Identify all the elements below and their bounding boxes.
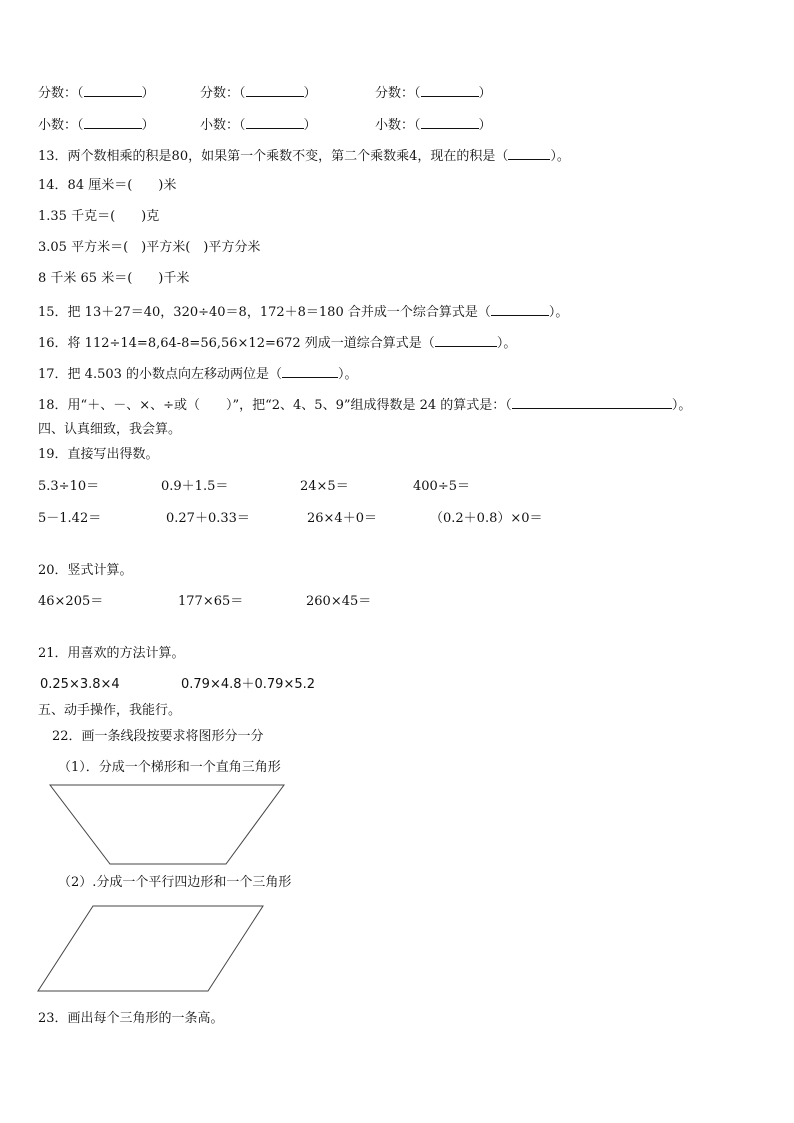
bracket-open: （ xyxy=(77,86,84,101)
calc-19-3: 24×5＝ xyxy=(300,479,349,494)
question-13-text: 13．两个数相乘的积是80，如果第一个乘数不变，第二个乘数乘4，现在的积是（ xyxy=(38,149,509,164)
question-15 xyxy=(38,303,568,321)
answer-blank[interactable] xyxy=(84,116,142,129)
answer-blank[interactable] xyxy=(435,334,497,347)
fraction-label: 分数： xyxy=(375,86,415,101)
decimal-label: 小数： xyxy=(375,118,415,133)
answer-blank[interactable] xyxy=(491,303,549,316)
answer-blank[interactable] xyxy=(421,84,479,97)
fraction-row-2 xyxy=(200,84,317,102)
question-15-text: 15．把 13＋27＝40，320÷40＝8，172＋8＝180 合并成一个综合算式是（ xyxy=(38,305,491,320)
answer-blank[interactable] xyxy=(246,116,304,129)
bracket-close: ） xyxy=(141,86,155,101)
question-14-a: 14．84 厘米＝( )米 xyxy=(38,178,177,193)
question-19-title: 19．直接写出得数。 xyxy=(38,447,159,462)
calc-21-1: 0.25×3.8×4 xyxy=(40,677,120,692)
calc-19-5: 5－1.42＝ xyxy=(38,511,102,526)
question-21-title: 21．用喜欢的方法计算。 xyxy=(38,646,185,661)
bracket-close: ） xyxy=(478,86,492,101)
question-14-b: 1.35 千克＝( )克 xyxy=(38,209,160,224)
answer-blank[interactable] xyxy=(84,84,142,97)
question-22-title: 22．画一条线段按要求将图形分一分 xyxy=(52,729,264,744)
calc-21-2: 0.79×4.8＋0.79×5.2 xyxy=(181,677,316,692)
fraction-label: 分数： xyxy=(38,86,78,101)
bracket-open: （ xyxy=(77,118,84,133)
calc-19-6: 0.27＋0.33＝ xyxy=(166,511,250,526)
answer-blank[interactable] xyxy=(421,116,479,129)
question-16-end: ）。 xyxy=(496,336,517,351)
answer-blank[interactable] xyxy=(246,84,304,97)
bracket-open: （ xyxy=(239,118,246,133)
question-18-text: 18．用“＋、－、×、÷或（ ）”，把“2、4、5、9”组成得数是 24 的算式是：（ xyxy=(38,398,512,413)
question-16 xyxy=(38,334,516,352)
decimal-label: 小数： xyxy=(38,118,78,133)
bracket-close: ） xyxy=(303,86,317,101)
fraction-label: 分数： xyxy=(200,86,240,101)
trapezoid-shape[interactable] xyxy=(50,785,284,864)
question-18 xyxy=(38,396,691,414)
answer-blank[interactable] xyxy=(512,396,672,409)
bracket-open: （ xyxy=(414,118,421,133)
calc-19-4: 400÷5＝ xyxy=(413,479,470,494)
question-22-part-2: （2）.分成一个平行四边形和一个三角形 xyxy=(58,875,292,890)
decimal-row-1 xyxy=(38,116,155,134)
calc-20-1: 46×205＝ xyxy=(38,594,104,609)
question-17 xyxy=(38,365,358,383)
decimal-label: 小数： xyxy=(200,118,240,133)
bracket-open: （ xyxy=(239,86,246,101)
fraction-row-1 xyxy=(38,84,155,102)
bracket-close: ） xyxy=(303,118,317,133)
calc-20-3: 260×45＝ xyxy=(306,594,372,609)
question-13-end: ）。 xyxy=(550,149,570,164)
section-5-heading: 五、动手操作，我能行。 xyxy=(38,703,182,718)
question-13 xyxy=(38,147,570,165)
question-15-end: ）。 xyxy=(548,305,569,320)
question-14-d: 8 千米 65 米＝( )千米 xyxy=(38,271,190,286)
answer-blank[interactable] xyxy=(508,147,550,160)
question-22-part-1: （1）．分成一个梯形和一个直角三角形 xyxy=(58,760,281,775)
question-17-end: ）。 xyxy=(338,367,358,382)
question-14-c: 3.05 平方米＝( )平方米( )平方分米 xyxy=(38,240,261,255)
question-18-end: ）。 xyxy=(671,398,692,413)
question-20-title: 20．竖式计算。 xyxy=(38,563,133,578)
section-4-heading: 四、认真细致，我会算。 xyxy=(38,422,182,437)
question-17-text: 17．把 4.503 的小数点向左移动两位是（ xyxy=(38,367,283,382)
calc-19-2: 0.9＋1.5＝ xyxy=(161,479,229,494)
calc-19-7: 26×4＋0＝ xyxy=(307,511,377,526)
decimal-row-3 xyxy=(375,116,492,134)
bracket-open: （ xyxy=(414,86,421,101)
calc-19-1: 5.3÷10＝ xyxy=(38,479,100,494)
calc-20-2: 177×65＝ xyxy=(178,594,244,609)
fraction-row-3 xyxy=(375,84,492,102)
question-23: 23．画出每个三角形的一条高。 xyxy=(38,1011,224,1026)
question-16-text: 16．将 112÷14=8,64-8=56,56×12=672 列成一道综合算式是（ xyxy=(38,336,435,351)
calc-19-8: （0.2＋0.8）×0＝ xyxy=(430,511,543,526)
parallelogram-shape[interactable] xyxy=(38,906,263,991)
bracket-close: ） xyxy=(141,118,155,133)
answer-blank[interactable] xyxy=(282,365,338,378)
bracket-close: ） xyxy=(478,118,492,133)
decimal-row-2 xyxy=(200,116,317,134)
